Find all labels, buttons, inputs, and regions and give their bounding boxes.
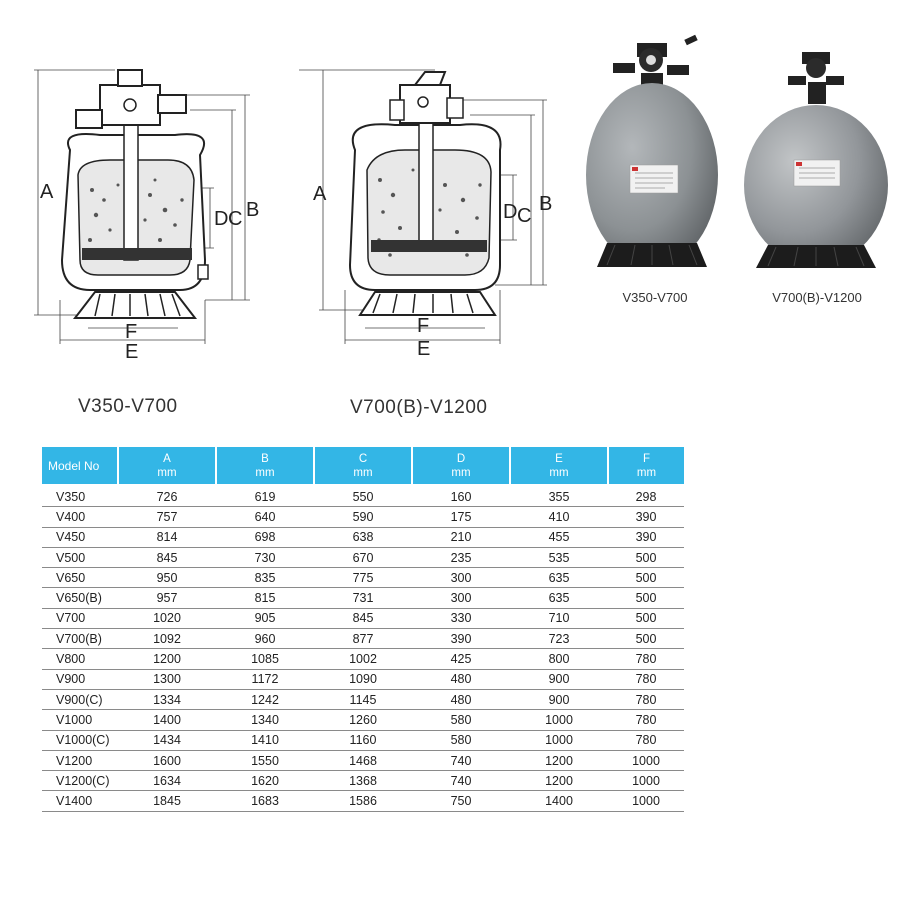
- dimension-cell: 750: [412, 791, 510, 811]
- diagram-caption-v700b-v1200: V700(B)-V1200: [350, 397, 488, 418]
- column-header-label: A: [163, 452, 171, 465]
- dimension-cell: 1002: [314, 649, 412, 669]
- table-header-row: [42, 447, 684, 484]
- dimension-label-d: D: [214, 208, 229, 230]
- dimension-label-c: C: [517, 205, 532, 227]
- dimension-cell: 1845: [118, 791, 216, 811]
- dimension-cell: 1200: [510, 750, 608, 770]
- table-row: [42, 629, 684, 649]
- dimension-label-b: B: [246, 199, 260, 221]
- table-row: [42, 649, 684, 669]
- dimension-cell: 580: [412, 730, 510, 750]
- table-row: [42, 527, 684, 547]
- dimension-cell: 500: [608, 547, 684, 567]
- dimension-cell: 710: [510, 608, 608, 628]
- dimension-label-e: E: [125, 341, 139, 363]
- column-header-e: [510, 447, 608, 484]
- dimension-cell: 1092: [118, 629, 216, 649]
- column-header-d: [412, 447, 510, 484]
- dimension-cell: 410: [510, 507, 608, 527]
- dimension-label-f: F: [417, 315, 430, 337]
- dimension-label-c: C: [228, 208, 243, 230]
- column-header-label: Model No: [48, 458, 100, 473]
- column-header-unit: mm: [353, 466, 373, 479]
- dimension-cell: 500: [608, 629, 684, 649]
- column-header-label: E: [555, 452, 563, 465]
- dimension-cell: 1400: [118, 710, 216, 730]
- dimension-cell: 1090: [314, 669, 412, 689]
- dimension-label-a: A: [40, 181, 54, 203]
- model-cell: V500: [42, 547, 118, 567]
- dimension-cell: 731: [314, 588, 412, 608]
- dimension-cell: 1434: [118, 730, 216, 750]
- model-cell: V800: [42, 649, 118, 669]
- dimension-cell: 950: [118, 568, 216, 588]
- dimension-cell: 175: [412, 507, 510, 527]
- model-cell: V700(B): [42, 629, 118, 649]
- dimension-cell: 1340: [216, 710, 314, 730]
- dimension-cell: 757: [118, 507, 216, 527]
- column-header-unit: mm: [636, 466, 657, 479]
- dimension-cell: 1600: [118, 750, 216, 770]
- dimension-cell: 635: [510, 568, 608, 588]
- column-header-unit: mm: [451, 466, 471, 479]
- dimension-cell: 1683: [216, 791, 314, 811]
- photo-caption-v700b-v1200: V700(B)-V1200: [772, 290, 862, 305]
- dimension-cell: 800: [510, 649, 608, 669]
- table-body: [42, 484, 684, 811]
- model-cell: V650: [42, 568, 118, 588]
- dimension-cell: 730: [216, 547, 314, 567]
- dimension-cell: 300: [412, 568, 510, 588]
- dimension-cell: 619: [216, 484, 314, 507]
- dimension-cell: 726: [118, 484, 216, 507]
- column-header-unit: mm: [255, 466, 275, 479]
- dimension-cell: 425: [412, 649, 510, 669]
- dimension-cell: 355: [510, 484, 608, 507]
- column-header-model: [42, 447, 118, 484]
- model-cell: V400: [42, 507, 118, 527]
- dimension-label-f: F: [125, 321, 138, 343]
- dimension-cell: 1334: [118, 689, 216, 709]
- dimension-cell: 1468: [314, 750, 412, 770]
- table-row: [42, 608, 684, 628]
- table-row: [42, 791, 684, 811]
- dimension-cell: 1300: [118, 669, 216, 689]
- dimension-cell: 550: [314, 484, 412, 507]
- dimension-cell: 698: [216, 527, 314, 547]
- dimension-cell: 957: [118, 588, 216, 608]
- dimension-cell: 1000: [608, 771, 684, 791]
- dimension-cell: 500: [608, 588, 684, 608]
- dimension-label-a: A: [313, 183, 327, 205]
- dimension-cell: 1000: [510, 730, 608, 750]
- column-header-label: C: [358, 452, 368, 465]
- dimension-cell: 1242: [216, 689, 314, 709]
- dimension-cell: 590: [314, 507, 412, 527]
- dimension-label-e: E: [417, 338, 431, 360]
- model-cell: V900: [42, 669, 118, 689]
- dimension-cell: 235: [412, 547, 510, 567]
- dimension-cell: 780: [608, 730, 684, 750]
- dimension-cell: 960: [216, 629, 314, 649]
- dimension-cell: 1260: [314, 710, 412, 730]
- model-cell: V450: [42, 527, 118, 547]
- dimension-cell: 300: [412, 588, 510, 608]
- dimension-cell: 814: [118, 527, 216, 547]
- dimension-cell: 740: [412, 771, 510, 791]
- dimension-cell: 1550: [216, 750, 314, 770]
- model-cell: V1000: [42, 710, 118, 730]
- dimension-cell: 298: [608, 484, 684, 507]
- dimension-cell: 1368: [314, 771, 412, 791]
- dimension-label-d: D: [503, 201, 518, 223]
- dimension-cell: 1200: [118, 649, 216, 669]
- column-header-b: [216, 447, 314, 484]
- table-row: [42, 730, 684, 750]
- dimension-cell: 905: [216, 608, 314, 628]
- dimension-cell: 390: [412, 629, 510, 649]
- diagram-caption-v350-v700: V350-V700: [78, 396, 178, 417]
- dimension-cell: 780: [608, 710, 684, 730]
- dimension-cell: 723: [510, 629, 608, 649]
- dimension-cell: 1085: [216, 649, 314, 669]
- dimension-cell: 815: [216, 588, 314, 608]
- dimension-cell: 1620: [216, 771, 314, 791]
- model-cell: V700: [42, 608, 118, 628]
- dimension-cell: 1160: [314, 730, 412, 750]
- table-row: [42, 689, 684, 709]
- column-header-unit: mm: [549, 466, 569, 479]
- column-header-c: [314, 447, 412, 484]
- dimension-cell: 780: [608, 649, 684, 669]
- dimension-cell: 670: [314, 547, 412, 567]
- diagram-v350-v700: [0, 0, 300, 380]
- column-header-f: [608, 447, 684, 484]
- photo-v350-v700-filter: [585, 15, 745, 275]
- dimension-cell: 390: [608, 527, 684, 547]
- dimension-cell: 780: [608, 689, 684, 709]
- dimension-cell: 480: [412, 689, 510, 709]
- dimension-cell: 1410: [216, 730, 314, 750]
- dimension-cell: 160: [412, 484, 510, 507]
- dimension-cell: 580: [412, 710, 510, 730]
- column-header-label: F: [642, 452, 651, 465]
- dimension-cell: 845: [314, 608, 412, 628]
- dimension-cell: 330: [412, 608, 510, 628]
- dimension-cell: 210: [412, 527, 510, 547]
- column-header-label: B: [261, 452, 269, 465]
- dimension-label-b: B: [539, 193, 553, 215]
- diagram-v700b-v1200: [295, 0, 580, 380]
- dimension-cell: 1000: [608, 750, 684, 770]
- dimension-cell: 480: [412, 669, 510, 689]
- table-row: [42, 507, 684, 527]
- dimension-cell: 390: [608, 507, 684, 527]
- dimension-cell: 740: [412, 750, 510, 770]
- model-cell: V1400: [42, 791, 118, 811]
- table-row: [42, 568, 684, 588]
- model-cell: V1200: [42, 750, 118, 770]
- column-header-unit: mm: [157, 466, 177, 479]
- model-cell: V1200(C): [42, 771, 118, 791]
- dimension-cell: 635: [510, 588, 608, 608]
- dimension-cell: 535: [510, 547, 608, 567]
- dimension-cell: 845: [118, 547, 216, 567]
- dimension-cell: 1000: [608, 791, 684, 811]
- table-row: [42, 669, 684, 689]
- dimension-cell: 1400: [510, 791, 608, 811]
- model-cell: V650(B): [42, 588, 118, 608]
- column-header-a: [118, 447, 216, 484]
- table-row: [42, 771, 684, 791]
- table-row: [42, 547, 684, 567]
- dimension-cell: 500: [608, 608, 684, 628]
- dimension-cell: 775: [314, 568, 412, 588]
- dimension-cell: 455: [510, 527, 608, 547]
- dimension-cell: 1586: [314, 791, 412, 811]
- model-cell: V900(C): [42, 689, 118, 709]
- dimension-cell: 1020: [118, 608, 216, 628]
- dimension-cell: 1634: [118, 771, 216, 791]
- dimension-cell: 500: [608, 568, 684, 588]
- model-cell: V1000(C): [42, 730, 118, 750]
- dimension-cell: 1172: [216, 669, 314, 689]
- table-row: [42, 484, 684, 507]
- dimension-cell: 877: [314, 629, 412, 649]
- table-row: [42, 750, 684, 770]
- table-row: [42, 710, 684, 730]
- dimension-cell: 1145: [314, 689, 412, 709]
- dimension-cell: 900: [510, 689, 608, 709]
- dimension-cell: 640: [216, 507, 314, 527]
- table-row: [42, 588, 684, 608]
- dimension-cell: 835: [216, 568, 314, 588]
- dimension-cell: 1000: [510, 710, 608, 730]
- dimension-cell: 638: [314, 527, 412, 547]
- dimension-cell: 1200: [510, 771, 608, 791]
- photo-caption-v350-v700: V350-V700: [622, 290, 688, 305]
- dimension-cell: 780: [608, 669, 684, 689]
- model-cell: V350: [42, 484, 118, 507]
- photo-v700b-v1200-filter: [740, 30, 900, 280]
- dimension-cell: 900: [510, 669, 608, 689]
- spec-table: [42, 447, 684, 812]
- column-header-label: D: [456, 452, 466, 465]
